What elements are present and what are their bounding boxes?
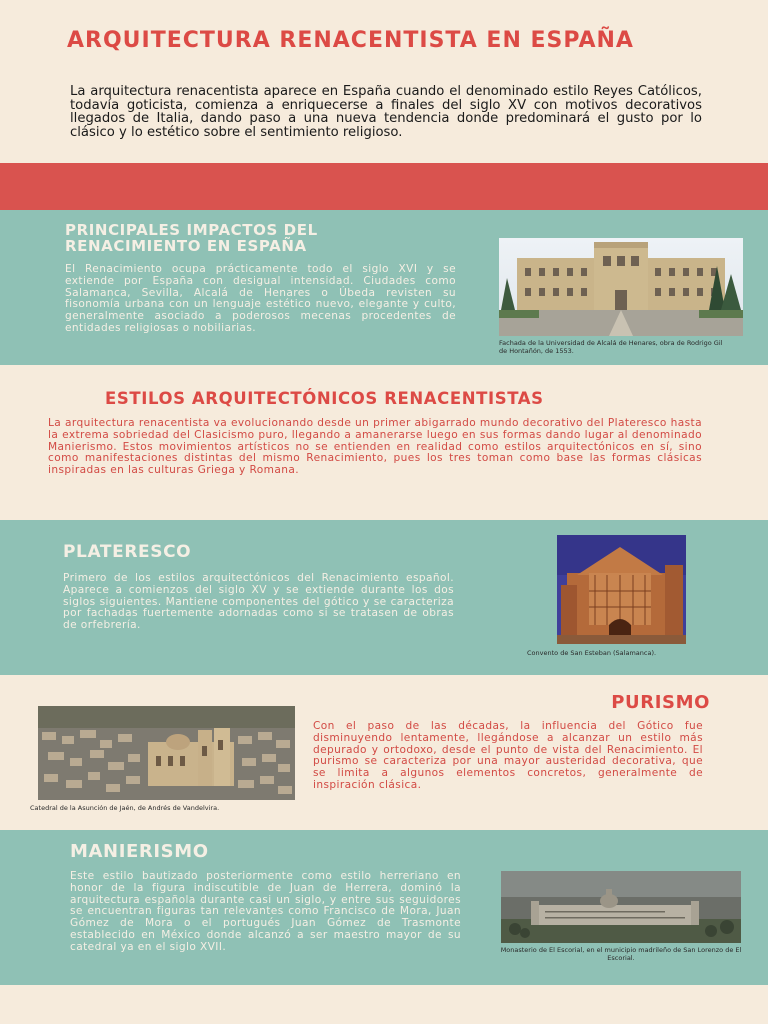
san-esteban-image bbox=[557, 535, 686, 644]
red-divider-band bbox=[0, 163, 768, 210]
escorial-image bbox=[501, 871, 741, 943]
impactos-section bbox=[0, 210, 768, 365]
impactos-title: PRINCIPALES IMPACTOS DEL RENACIMIENTO EN ESPAÑA bbox=[65, 221, 318, 255]
manierismo-title: MANIERISMO bbox=[70, 841, 209, 862]
impactos-body: El Renacimiento ocupa prácticamente todo el siglo XVI y se extiende por España con desigual intensidad. Ciudades como Salamanca, Sevilla, Alcalá de Henares o Úbeda revisten su fisonomía urbana con un lenguaje estético nuevo, elegante y culto, generalmente asociado a poderosos mecenas procedentes de entidades religiosas o nobiliarias. bbox=[65, 263, 456, 334]
purismo-title: PURISMO bbox=[611, 692, 710, 713]
page-title: ARQUITECTURA RENACENTISTA EN ESPAÑA bbox=[67, 28, 634, 53]
catedral-jaen-image bbox=[38, 706, 295, 800]
estilos-title: ESTILOS ARQUITECTÓNICOS RENACENTISTAS bbox=[105, 389, 544, 408]
impactos-caption: Fachada de la Universidad de Alcalá de Henares, obra de Rodrigo Gil de Hontañón, de 1553. bbox=[499, 339, 723, 355]
plateresco-body: Primero de los estilos arquitectónicos del Renacimiento español. Aparece a comienzos del siglo XV y se extiende durante los dos siglos siguientes. Mantiene componentes del gótico y se caracteriza por fachadas fuertemente adornadas como si se tratasen de obras de orfebrería. bbox=[63, 572, 454, 632]
purismo-section bbox=[0, 675, 768, 830]
manierismo-section bbox=[0, 830, 768, 985]
header-section bbox=[0, 0, 768, 163]
intro-paragraph: La arquitectura renacentista aparece en España cuando el denominado estilo Reyes Católicos, todavía goticista, comienza a enriquecerse a finales del siglo XV con motivos decorativos llegados de Italia, dando paso a una nueva tendencia donde predominará el gusto por lo clásico y lo estético sobre el sentimiento religioso. bbox=[70, 84, 702, 140]
purismo-caption: Catedral de la Asunción de Jaén, de Andrés de Vandelvira. bbox=[30, 804, 220, 812]
estilos-body: La arquitectura renacentista va evolucionando desde un primer abigarrado mundo decorativo del Plateresco hasta la extrema sobriedad del Clasicismo puro, llegando a amanerarse luego en sus formas dando lugar al denominado Manierismo. Estos movimientos artísticos no se entienden en realidad como estilos arquitectónicos en sí, sino como manifestaciones distintas del mismo Renacimiento, pues los tres toman como base las formas clásicas inspiradas en las culturas Griega y Romana. bbox=[48, 417, 702, 477]
manierismo-caption: Monasterio de El Escorial, en el municipio madrileño de San Lorenzo de El Escorial. bbox=[500, 946, 742, 962]
footer-band bbox=[0, 985, 768, 1024]
universidad-alcala-image bbox=[499, 238, 743, 336]
plateresco-title: PLATERESCO bbox=[63, 542, 192, 562]
plateresco-section bbox=[0, 520, 768, 675]
manierismo-body: Este estilo bautizado posteriormente como estilo herreriano en honor de la figura indiscutible de Juan de Herrera, dominó la arquitectura española durante casi un siglo, y entre sus seguidores se encuentran figuras tan relevantes como Francisco de Mora, Juan Gómez de Mora o el portugués Juan Gómez de Trasmonte establecido en México donde alcanzó a ser maestro mayor de su catedral ya en el siglo XVII. bbox=[70, 870, 461, 953]
estilos-section bbox=[0, 365, 768, 520]
purismo-body: Con el paso de las décadas, la influencia del Gótico fue disminuyendo lentamente, llegándose a alcanzar un estilo más depurado y ortodoxo, desde el punto de vista del Renacimiento. El purismo se caracteriza por una mayor austeridad decorativa, que se limita a algunos elementos concretos, generalmente de inspiración clásica. bbox=[313, 720, 703, 791]
plateresco-caption: Convento de San Esteban (Salamanca). bbox=[527, 649, 657, 657]
